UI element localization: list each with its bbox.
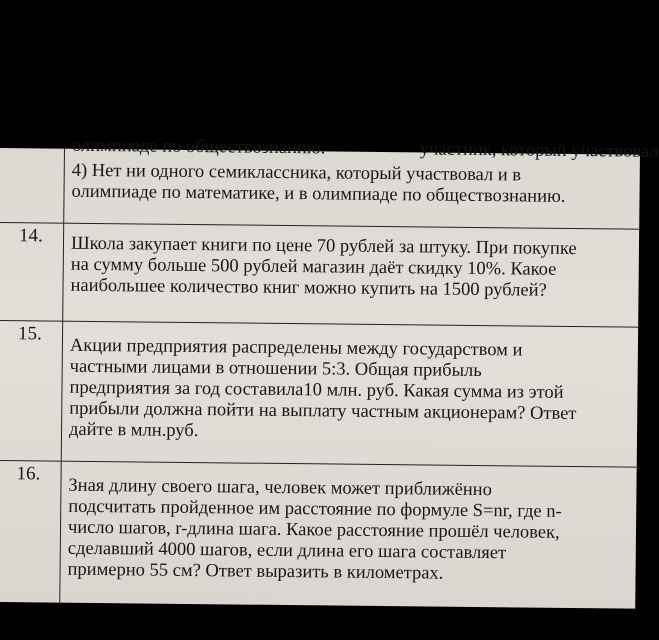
problem-line: примерно 55 см? Ответ выразить в километрах. bbox=[67, 559, 444, 584]
problem-number: 16. bbox=[16, 463, 41, 485]
problem-line: частными лицами в отношении 5:3. Общая прибыль bbox=[69, 356, 482, 382]
problem-line: наибольшее количество книг можно купить на 1500 рублей? bbox=[70, 275, 547, 301]
problem-text bbox=[67, 476, 626, 587]
problem-text bbox=[70, 234, 629, 303]
option-4-line-2: олимпиаде по математике, и в олимпиаде по обществознанию. bbox=[71, 181, 566, 207]
problem-line: на сумму больше 500 рублей магазин даёт скидку 10%. Какое bbox=[70, 254, 557, 280]
problem-line: прибыли должна пойти на выплату частным акционерам? Ответ bbox=[69, 398, 577, 425]
problem-line: сделавший 4000 шагов, если длина его шага составляет bbox=[67, 538, 507, 564]
problem-line: число шагов, r-длина шага. Какое расстояние прошёл человек, bbox=[67, 517, 560, 543]
problem-number: 14. bbox=[18, 225, 43, 247]
cut-off-line bbox=[72, 136, 659, 163]
problem-line: Зная длину своего шага, человек может приближённо bbox=[68, 475, 492, 501]
problem-line: Школа закупает книги по цене 70 рублей за штуку. При покупке bbox=[70, 233, 577, 260]
problem-15-row bbox=[0, 320, 638, 468]
problem-number: 15. bbox=[17, 323, 42, 345]
problem-line: подсчитать пройденное им расстояние по формуле S=nr, где n- bbox=[68, 496, 562, 522]
problem-line: дайте в млн.руб. bbox=[68, 419, 199, 442]
cut-off-line-left: олимпиаде по обществознанию. bbox=[71, 135, 326, 159]
problem-14-row bbox=[0, 222, 639, 330]
problem-line: предприятия за год составила10 млн. руб. Какая сумма из этой bbox=[69, 377, 564, 403]
worksheet-page bbox=[0, 135, 659, 609]
problem-text bbox=[69, 336, 628, 447]
problem-16-row bbox=[0, 460, 637, 610]
option-4-line-1: 4) Нет ни одного семиклассника, который участвовал и в bbox=[71, 160, 522, 186]
option-4-text bbox=[71, 161, 629, 209]
problem-line: Акции предприятия распределены между государством и bbox=[69, 335, 523, 361]
cut-off-line-right: участник, который участвовал bbox=[419, 139, 659, 162]
